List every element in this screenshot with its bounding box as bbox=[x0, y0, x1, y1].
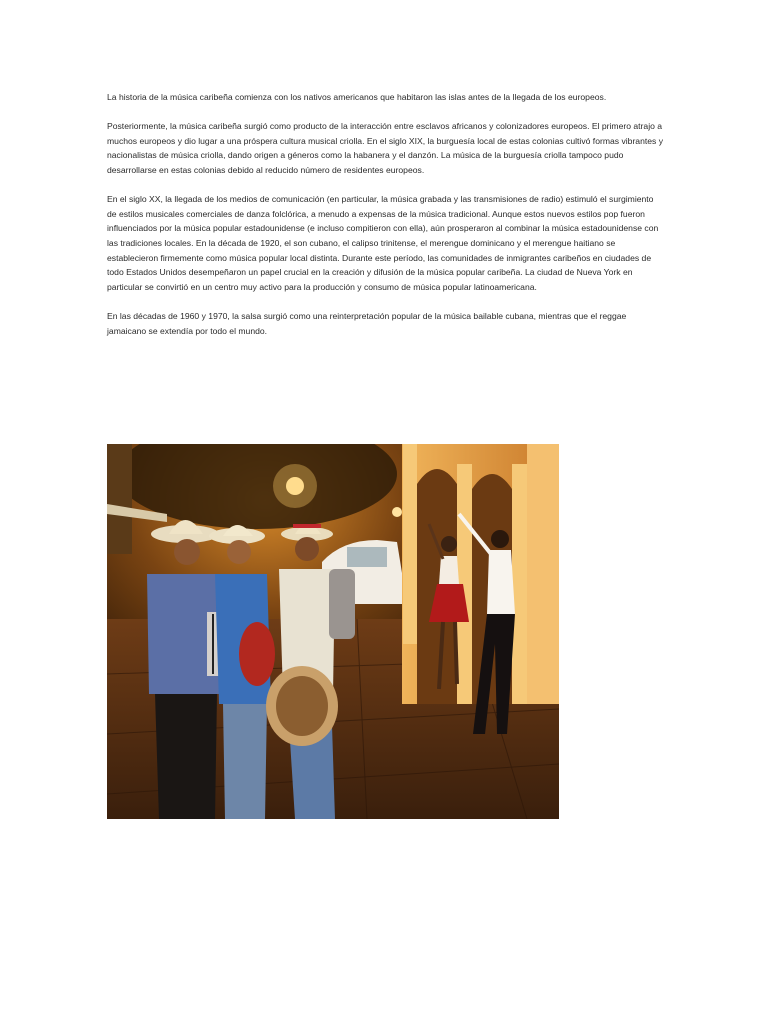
photo-illustration bbox=[107, 444, 559, 819]
musicians-dancers-photo bbox=[107, 444, 559, 819]
paragraph-3: En el siglo XX, la llegada de los medios de comunicación (en particular, la música grabada y las transmisiones de radio) estimuló el surgimiento de estilos musicales comerciales de danza folclórica, a menudo a expensas de la música tradicional. Aunque estos nuevos estilos pop fueron influenciados por la música popular estadounidense (e incluso compitieron con ella), aún prosperaron al combinar la música estadounidense con las tradiciones locales. En la década de 1920, el son cubano, el calipso trinitense, el merengue dominicano y el merengue haitiano se establecieron firmemente como música popular local distinta. Durante este período, las comunidades de inmigrantes caribeños en ciudades de todo Estados Unidos desempeñaron un papel crucial en la creación y difusión de la música popular caribeña. La ciudad de Nueva York en particular se convirtió en un centro muy activo para la producción y consumo de música popular latinoamericana. bbox=[107, 194, 659, 292]
paragraph-4: En las décadas de 1960 y 1970, la salsa surgió como una reinterpretación popular de la música bailable cubana, mientras que el reggae jamaicano se extendía por todo el mundo. bbox=[107, 310, 627, 336]
paragraph-2: Posteriormente, la música caribeña surgió como producto de la interacción entre esclavos africanos y colonizadores europeos. El primero atrajo a muchos europeos y dio lugar a una próspera cultura musical criolla. En el siglo XIX, la burguesía local de estas colonias cultivó formas vibrantes y nacionalistas de música criolla, dando origen a géneros como la habanera y el danzón. La música de la burguesía criolla tampoco pudo desarrollarse en estas colonias debido al reducido número de residentes europeos. bbox=[107, 121, 664, 175]
paragraph-1: La historia de la música caribeña comienza con los nativos americanos que habitaron las islas antes de la llegada de los europeos. bbox=[107, 92, 607, 102]
document-body bbox=[107, 90, 663, 353]
